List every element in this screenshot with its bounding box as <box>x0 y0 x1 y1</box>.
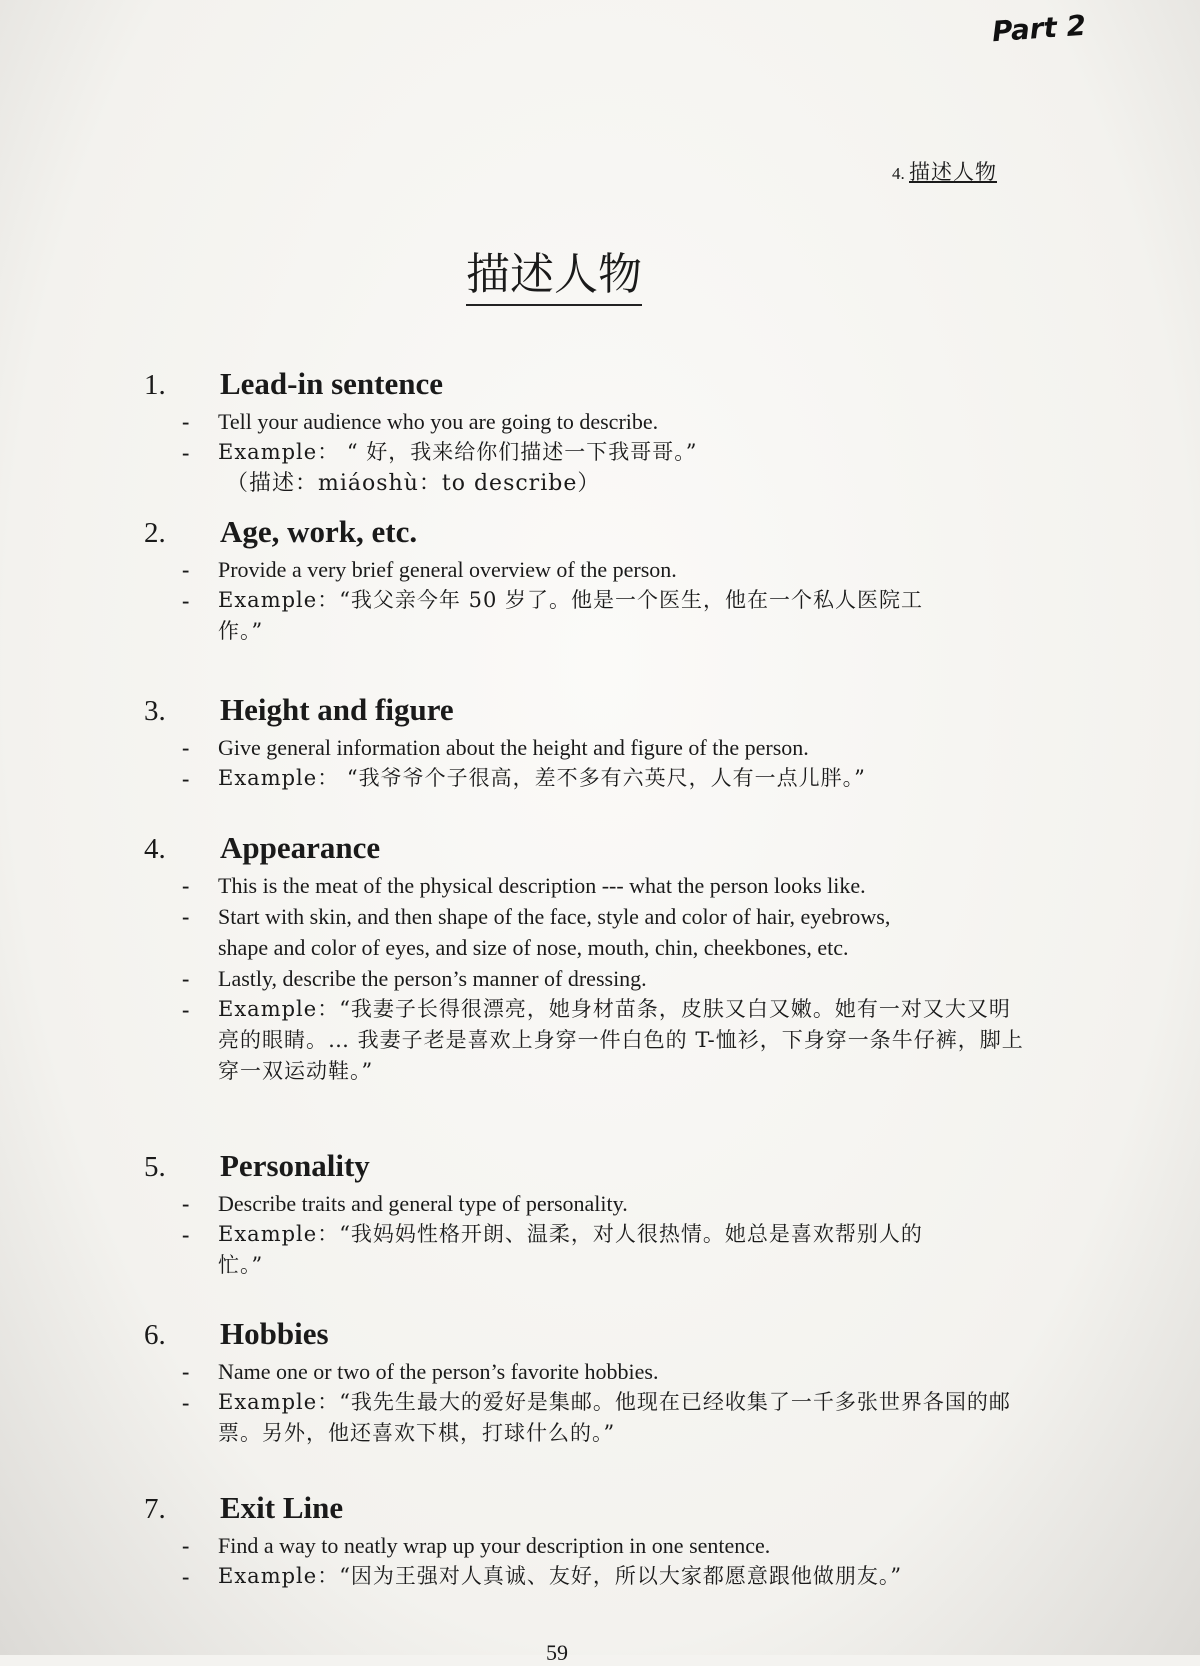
list-item <box>182 963 1024 994</box>
list-item <box>182 1387 1024 1449</box>
item-text: Name one or two of the person’s favorite hobbies. <box>218 1359 659 1384</box>
bullet-dash-icon: - <box>182 873 190 898</box>
bullet-dash-icon: - <box>182 1359 190 1384</box>
bullet-dash-icon: - <box>182 1191 190 1216</box>
bullet-dash-icon: - <box>182 904 190 929</box>
page-title-text: 描述人物 <box>466 249 642 306</box>
example-text: Example：“我父亲今年 50 岁了。他是一个医生，他在一个私人医院工作。” <box>218 588 923 643</box>
bullet-dash-icon: - <box>182 1390 190 1415</box>
section-title: Lead-in sentence <box>220 366 444 401</box>
list-item <box>182 585 942 647</box>
example-text: Example：“因为王强对人真诚、友好，所以大家都愿意跟他做朋友。” <box>218 1564 903 1588</box>
list-item <box>182 554 1024 585</box>
example-text: Example：“我妈妈性格开朗、温柔，对人很热情。她总是喜欢帮别人的忙。” <box>218 1222 923 1277</box>
section-number: 4. <box>144 833 166 865</box>
page-title <box>0 238 1108 302</box>
bullet-dash-icon: - <box>182 588 190 613</box>
page-number: 59 <box>546 1640 568 1665</box>
section-appearance <box>144 830 1024 1087</box>
section-title: Height and figure <box>220 692 454 727</box>
section-number: 5. <box>144 1151 166 1183</box>
section-number: 3. <box>144 695 166 727</box>
list-item <box>182 1356 1024 1387</box>
bullet-dash-icon: - <box>182 1222 190 1247</box>
section-title: Exit Line <box>220 1490 344 1525</box>
bullet-dash-icon: - <box>182 997 190 1022</box>
bullet-dash-icon: - <box>182 409 190 434</box>
list-item <box>182 437 1024 468</box>
list-item <box>182 1219 952 1281</box>
handwritten-part-note: Part 2 <box>990 8 1088 49</box>
list-item <box>182 901 942 963</box>
section-exit-line <box>144 1490 1024 1592</box>
bullet-dash-icon: - <box>182 966 190 991</box>
section-title: Appearance <box>220 830 381 865</box>
list-item <box>182 763 1024 794</box>
bullet-dash-icon: - <box>182 1564 190 1589</box>
bullet-dash-icon: - <box>182 766 190 791</box>
section-hobbies <box>144 1316 1024 1449</box>
section-personality <box>144 1148 1024 1281</box>
section-lead-in <box>144 366 1024 499</box>
list-item <box>182 732 1024 763</box>
bullet-dash-icon: - <box>182 557 190 582</box>
item-text: Find a way to neatly wrap up your description in one sentence. <box>218 1533 771 1558</box>
list-item <box>182 1530 1024 1561</box>
running-header-number: 4. <box>892 164 905 183</box>
section-number: 2. <box>144 517 166 549</box>
bullet-dash-icon: - <box>182 735 190 760</box>
list-item <box>182 1561 1024 1592</box>
list-item <box>182 406 1024 437</box>
item-text: Give general information about the height and figure of the person. <box>218 735 809 760</box>
bullet-dash-icon: - <box>182 440 190 465</box>
list-item <box>182 1188 1024 1219</box>
list-item <box>182 994 1024 1087</box>
item-text: Describe traits and general type of personality. <box>218 1191 628 1216</box>
section-age-work <box>144 514 1024 647</box>
example-text: Example： “我爷爷个子很高，差不多有六英尺，人有一点儿胖。” <box>218 766 866 790</box>
example-text: Example：“我先生最大的爱好是集邮。他现在已经收集了一千多张世界各国的邮票。另外，他还喜欢下棋，打球什么的。” <box>218 1390 1011 1445</box>
running-header-title: 描述人物 <box>909 160 997 184</box>
section-number: 7. <box>144 1493 166 1525</box>
vocab-note: （描述：miáoshù：to describe） <box>226 471 601 496</box>
section-title: Personality <box>220 1148 370 1183</box>
item-text: Provide a very brief general overview of the person. <box>218 557 677 582</box>
running-header <box>892 156 997 186</box>
example-text: Example： “ 好，我来给你们描述一下我哥哥。” <box>218 440 698 464</box>
section-number: 1. <box>144 369 166 401</box>
section-title: Hobbies <box>220 1316 329 1351</box>
example-text: Example：“我妻子长得很漂亮，她身材苗条，皮肤又白又嫩。她有一对又大又明亮的眼睛。… 我妻子老是喜欢上身穿一件白色的 T-恤衫，下身穿一条牛仔裤，脚上穿一双运动鞋。” <box>218 997 1024 1083</box>
section-number: 6. <box>144 1319 166 1351</box>
item-text: This is the meat of the physical description --- what the person looks like. <box>218 873 866 898</box>
item-text: Lastly, describe the person’s manner of dressing. <box>218 966 647 991</box>
list-item <box>182 870 1024 901</box>
section-title: Age, work, etc. <box>220 514 418 549</box>
item-text: Start with skin, and then shape of the face, style and color of hair, eyebrows, shape and color of eyes, and size of nose, mouth, chin, cheekbones, etc. <box>218 904 891 960</box>
bullet-dash-icon: - <box>182 1533 190 1558</box>
section-height-figure <box>144 692 1024 794</box>
item-text: Tell your audience who you are going to describe. <box>218 409 659 434</box>
